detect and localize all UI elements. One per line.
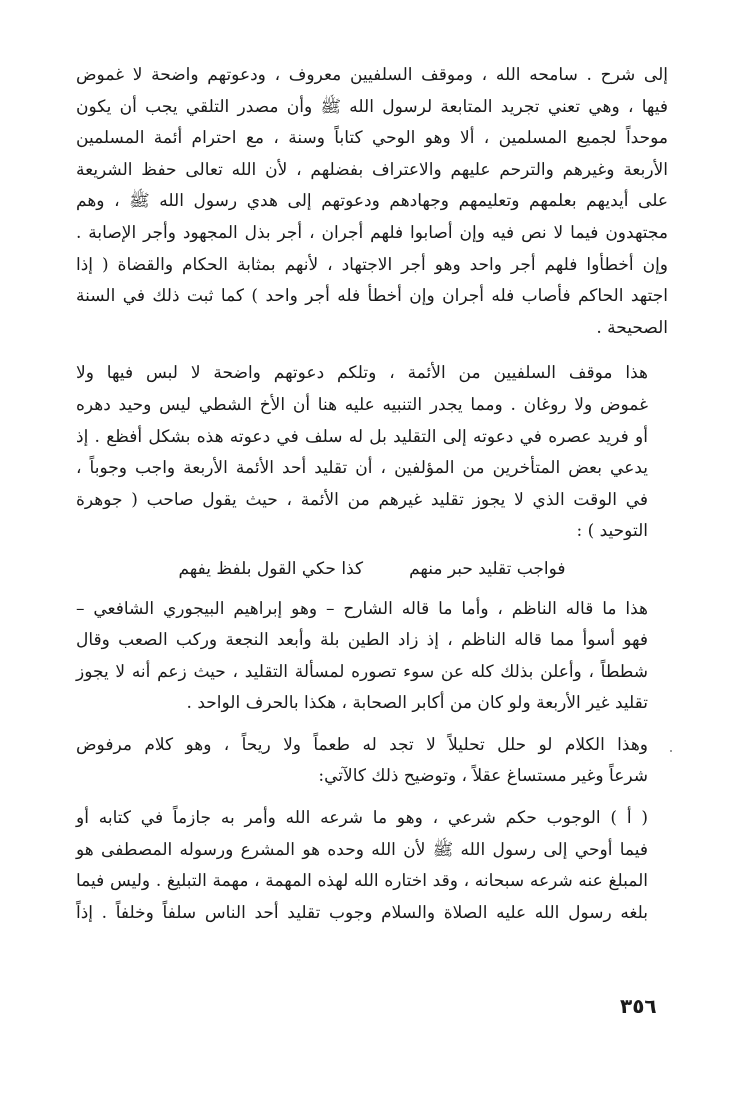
paragraph-3	[76, 594, 668, 720]
scan-speck	[670, 750, 672, 752]
text-line: في الوقت الذي لا يجوز تقليد غيرهم من الأئمة ، حيث يقول صاحب ( جوهرة	[76, 489, 648, 510]
text-line: بلغه رسول الله عليه الصلاة والسلام وجوب تقليد أحد الناس سلفاً وخلفاً . إذاً	[76, 902, 648, 923]
paragraph-4	[76, 730, 668, 793]
text-line: شرعاً وغير مستساغ عقلاً ، وتوضيح ذلك كالآتي:	[318, 766, 648, 787]
text-line: تقليد غير الأربعة ولو كان من أكابر الصحابة ، هكذا بالحرف الواحد .	[186, 693, 648, 714]
text-line: هذا موقف السلفيين من الأئمة ، وتلكم دعوتهم واضحة لا لبس فيها ولا	[76, 363, 648, 384]
text-line: شططاً ، وأعلن بذلك كله عن سوء تصوره لمسألة التقليد ، حيث زعم أنه لا يجوز	[76, 661, 648, 682]
text-line: غموض ولا روغان . ومما يجدر التنبيه عليه هنا أن الأخ الشطي ليس وحيد دهره	[76, 394, 648, 415]
text-line: إلى شرح . سامحه الله ، وموقف السلفيين معروف ، ودعوتهم واضحة لا غموض	[76, 65, 668, 85]
text-line: المبلغ عنه شرعه سبحانه ، وقد اختاره الله لهذه المهمة ، مهمة التبليغ . وليس فيما	[76, 871, 648, 892]
poetry-verse	[76, 554, 668, 586]
paragraph-1	[76, 60, 668, 344]
paragraph-5	[76, 803, 668, 929]
verse-hemistich-right: فواجب تقليد حبر منهم	[409, 558, 566, 579]
text-line: على أيديهم بعلمهم وتعليمهم وجهادهم ودعوتهم إلى هدي رسول الله ﷺ ، وهم	[76, 191, 668, 212]
paragraph-gap	[76, 344, 668, 358]
page-body	[76, 60, 668, 929]
verse-hemistich-left: كذا حكي القول بلفظ يفهم	[178, 558, 364, 579]
text-line: التوحيد ) :	[576, 521, 648, 542]
text-line: وهذا الكلام لو حلل تحليلاً لا تجد له طعماً ولا ريحاً ، وهو كلام مرفوض	[76, 734, 648, 755]
paragraph-gap	[76, 720, 668, 730]
text-line: الصحيحة .	[596, 317, 668, 338]
text-line: مجتهدون فيما لا نص فيه وإن أصابوا فلهم أجران ، أجر بذل المجهود وأجر الإصابة .	[76, 222, 668, 243]
text-line: فهو أسوأ مما قاله الناظم ، إذ زاد الطين بلة وأبعد النجعة وركب الصعب وقال	[76, 630, 648, 651]
text-line: هذا ما قاله الناظم ، وأما ما قاله الشارح – وهو إبراهيم البيجوري الشافعي –	[76, 598, 648, 619]
text-line: أو فريد عصره في دعوته إلى التقليد بل له سلف في دعوته هذه بشكل أفظع . إذ	[76, 426, 648, 447]
paragraph-gap	[76, 793, 668, 803]
paragraph-2	[76, 358, 668, 548]
text-line: الأربعة وغيرهم والترحم عليهم والاعتراف بفضلهم ، لأن الله تعالى حفظ الشريعة	[76, 159, 668, 180]
text-line: موحداً لجميع المسلمين ، ألا وهو الوحي كتاباً وسنة ، مع احترام أئمة المسلمين	[76, 128, 668, 149]
text-line: وإن أخطأوا فلهم أجر واحد وهو أجر الاجتهاد ، لأنهم بمثابة الحكام والقضاة ( إذا	[76, 254, 668, 275]
text-line: ( أ ) الوجوب حكم شرعي ، وهو ما شرعه الله وأمر به جازماً في كتابه أو	[76, 808, 648, 829]
text-line: يدعي بعض المتأخرين من المؤلفين ، أن تقليد أحد الأئمة الأربعة واجب وجوباً ،	[76, 458, 648, 479]
text-line: اجتهد الحاكم فأصاب فله أجران وإن أخطأ فله أجر واحد ) كما ثبت ذلك في السنة	[76, 286, 668, 307]
text-line: فيها ، وهي تعني تجريد المتابعة لرسول الله ﷺ وأن مصدر التلقي يجب أن يكون	[76, 96, 668, 117]
page-number: ٣٥٦	[620, 994, 657, 1018]
text-line: فيما أوحي إلى رسول الله ﷺ لأن الله وحده هو المشرع ورسوله المصطفى هو	[76, 839, 648, 860]
